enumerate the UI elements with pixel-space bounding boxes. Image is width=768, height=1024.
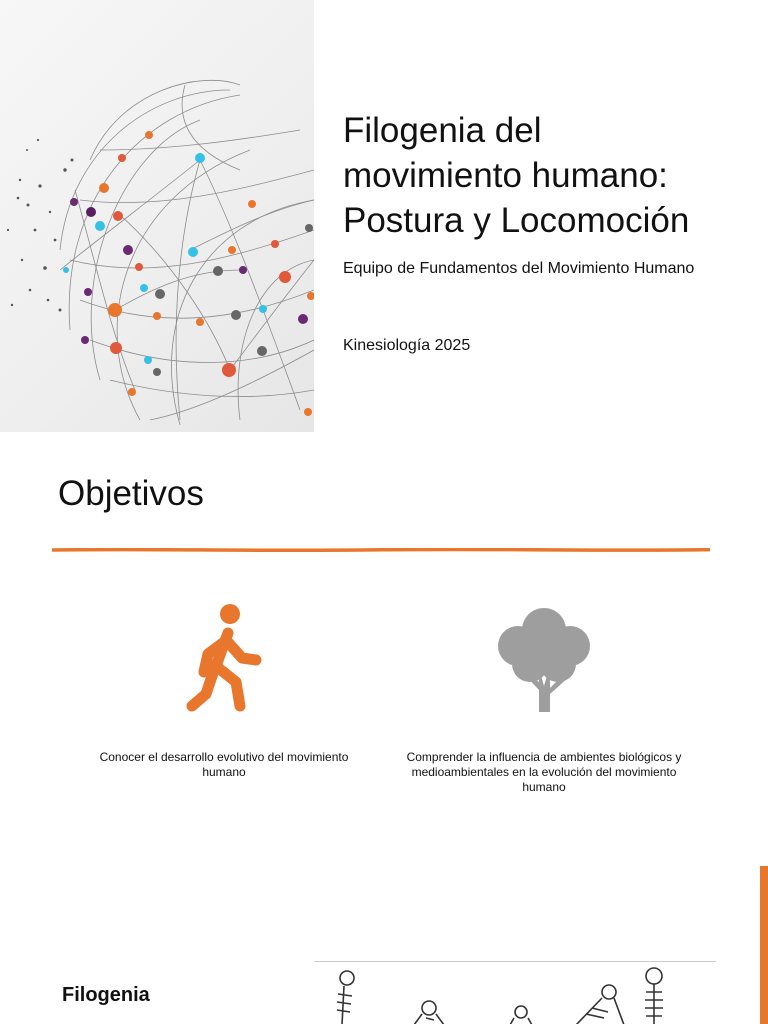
slide-title <box>0 0 768 432</box>
team-subtitle: Equipo de Fundamentos del Movimiento Humano <box>343 260 695 277</box>
presentation-title <box>343 108 743 243</box>
title-line-1: Filogenia del <box>343 111 542 150</box>
title-line-2: movimiento humano: <box>343 156 668 195</box>
objective-item-2 <box>404 600 684 795</box>
network-sphere-illustration <box>0 0 314 432</box>
accent-side-bar <box>760 866 768 1024</box>
tree-icon <box>484 600 604 720</box>
walking-person-icon <box>164 600 284 720</box>
title-line-3: Postura y Locomoción <box>343 201 690 240</box>
slide-filogenia <box>0 858 768 1024</box>
primate-skeletons-image <box>314 961 716 1024</box>
filogenia-title: Filogenia <box>62 984 150 1006</box>
skeletons-graphic <box>314 962 716 1024</box>
objectives-title: Objetivos <box>58 474 204 513</box>
objective-item-1 <box>84 600 364 780</box>
slide-objectives <box>0 440 768 850</box>
network-sphere-graphic <box>0 0 314 432</box>
course-year: Kinesiología 2025 <box>343 337 471 354</box>
objective-text-1: Conocer el desarrollo evolutivo del movimiento humano <box>99 750 349 779</box>
accent-underline <box>52 548 710 552</box>
objective-text-2: Comprender la influencia de ambientes biológicos y medioambientales en la evolución del movimiento humano <box>406 750 682 794</box>
